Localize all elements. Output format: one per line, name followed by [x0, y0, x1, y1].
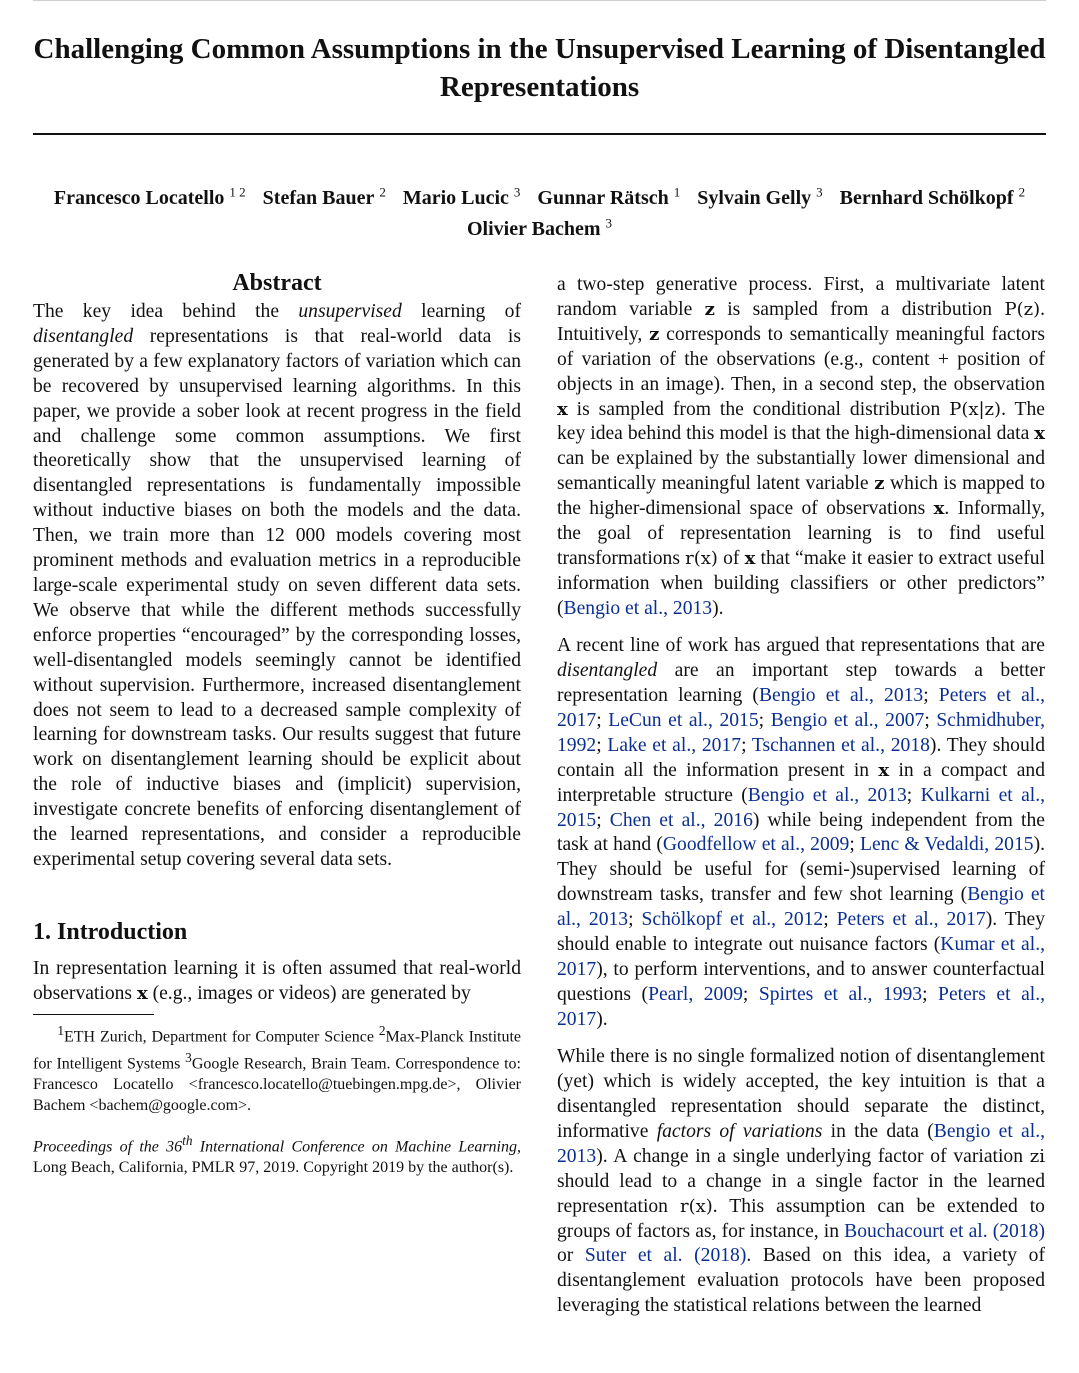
citation-link[interactable]: Goodfellow et al., 2009 — [662, 834, 850, 856]
citation-link[interactable]: Pearl, 2009 — [648, 983, 743, 1005]
text: (e.g., images or videos) are generated by — [147, 982, 471, 1004]
citation-link[interactable]: Spirtes et al., 1993 — [758, 983, 923, 1005]
affiliation-mark: 2 — [379, 184, 386, 199]
citation-link[interactable]: Bengio et al., 2007 — [770, 709, 925, 731]
author — [467, 215, 612, 241]
math-expression: P(z) — [1004, 298, 1041, 320]
author-name: Bernhard Schölkopf — [839, 186, 1014, 209]
math-symbol: x — [557, 398, 568, 420]
top-rule — [33, 0, 1046, 1]
citation-link[interactable]: Peters et al., 2017 — [557, 685, 1046, 731]
author — [53, 184, 246, 209]
author-name: Olivier Bachem — [467, 218, 601, 241]
title-rule — [33, 133, 1046, 135]
author-name: Mario Lucic — [402, 186, 509, 209]
author — [537, 184, 681, 209]
math-symbol: z — [649, 323, 660, 345]
author — [839, 184, 1026, 209]
emphasis: disentangled — [33, 325, 134, 347]
emphasis: factors of variations — [656, 1120, 823, 1142]
citation-link[interactable]: Chen et al., 2016 — [609, 809, 753, 831]
citation-link[interactable]: Bouchacourt et al. (2018) — [844, 1220, 1045, 1242]
text: , Long Beach, California, PMLR 97, 2019. Copyright 2019 by the author(s). — [33, 1137, 521, 1176]
citation-link[interactable]: Bengio et al., 2013 — [557, 884, 1045, 931]
citation-link[interactable]: Lenc & Vedaldi, 2015 — [860, 834, 1034, 856]
right-column — [557, 273, 1045, 1319]
math-expression: r(x) — [685, 547, 718, 569]
author — [697, 184, 823, 209]
citation-link[interactable]: Bengio et al., 2013 — [758, 685, 924, 706]
citation-link[interactable]: Kumar et al., 2017 — [557, 934, 1045, 980]
math-symbol: z — [874, 473, 885, 495]
emphasis: unsupervised — [298, 301, 402, 322]
left-column — [33, 268, 521, 1178]
citation-link[interactable]: Schölkopf et al., 2012 — [641, 909, 824, 931]
citation-link[interactable]: Kulkarni et al., 2015 — [557, 784, 1046, 831]
paragraph-disentanglement-intuition: While there is no single formalized notion of disentanglement (yet) which is widely accepted, the key intuition is that a disentangled representation should separate the distinct, informative factors of variations in the data (Bengio et al., 2013). A change in a single underlying factor of variation zi should lead to a change in a single factor in the learned representation r(x). This assumption can be extended to groups of factors as, for instance, in Bouchacourt et al. (2018) or Suter et al. (2018). Based on this idea, a variety of disentanglement evaluation protocols have been proposed leveraging the statistical relations between the learned — [557, 1046, 1045, 1317]
affiliation-mark: 2 — [1018, 184, 1026, 199]
citation-link[interactable]: Suter et al. (2018) — [584, 1245, 747, 1267]
math-expression: P(x|z) — [949, 398, 1002, 420]
citation-link[interactable]: Tschannen et al., 2018 — [751, 734, 930, 756]
proceedings-note — [33, 1131, 521, 1179]
author-name: Stefan Bauer — [262, 186, 375, 209]
footnote-mark: 1 — [57, 1022, 64, 1038]
text: The key idea behind the — [33, 301, 299, 322]
math-symbol: z — [704, 298, 715, 320]
text: th — [182, 1132, 193, 1148]
author-name: Sylvain Gelly — [697, 186, 812, 209]
math-symbol: x — [933, 498, 945, 520]
text: learning of — [401, 301, 521, 322]
math-symbol: x — [1034, 423, 1045, 445]
abstract-text — [33, 300, 521, 873]
citation-link[interactable]: Peters et al., 2017 — [557, 983, 1046, 1030]
abstract-heading: Abstract — [232, 270, 322, 296]
text: Max-Planck Institute for Intelligent Systems — [33, 1027, 522, 1073]
paragraph-generative-process: a two-step generative process. First, a multivariate latent random variable z is sampled from a distribution P(z). Intuitively, z corresponds to semantically meaningful factors of variation of the observations (e.g., content + position of objects in an image). Then, in a second step, the observation x is sampled from the conditional distribution P(x|z). The key idea behind this model is that the high-dimensional data x can be explained by the substantially lower dimensional and semantically meaningful latent variable z which is mapped to the higher-dimensional space of observations x. Informally, the goal of representation learning is to find useful transformations r(x) of x that “make it easier to extract useful information when building classifiers or other predictors” (Bengio et al., 2013). — [557, 274, 1046, 619]
text: representations is that real-world data is generated by a few explanatory factors of variation which can be recovered by unsupervised learning algorithms. In this paper, we provide a sober look at recent progress in the field and challenge some common assumptions. We first theoretically show that the unsupervised learning of disentangled representations is fundamentally impossible without inductive biases on both the models and the data. Then, we train more than 12 000 models covering most prominent methods and evaluation metrics in a reproducible large-scale experimental study on seven different data sets. We observe that while the different methods successfully enforce properties “encouraged” by the corresponding losses, well-disentangled models seemingly cannot be identified without supervision. Furthermore, increased disentanglement does not seem to lead to a decreased sample complexity of learning for downstream tasks. Our results suggest that future work on disentanglement learning should be explicit about the role of inductive biases and (implicit) supervision, investigate concrete benefits of enforcing disentanglement of the learned representations, and consider a reproducible experimental setup covering several data sets. — [33, 325, 521, 870]
citation-link[interactable]: Bengio et al., 2013 — [747, 784, 907, 806]
citation-link[interactable]: Schmidhuber, 1992 — [557, 709, 1046, 756]
footnote-mark: 2 — [378, 1022, 386, 1038]
paragraph-motivation: A recent line of work has argued that representations that are disentangled are an important step towards a better representation learning (Bengio et al., 2013; Peters et al., 2017; LeCun et al., 2015; Bengio et al., 2007; Schmidhuber, 1992; Lake et al., 2017; Tschannen et al., 2018). They should contain all the information present in x in a compact and interpretable structure (Bengio et al., 2013; Kulkarni et al., 2015; Chen et al., 2016) while being independent from the task at hand (Goodfellow et al., 2009; Lenc & Vedaldi, 2015). They should be useful for (semi-)supervised learning of downstream tasks, transfer and few shot learning (Bengio et al., 2013; Schölkopf et al., 2012; Peters et al., 2017). They should enable to integrate out nuisance factors (Kumar et al., 2017), to perform interventions, and to answer counterfactual questions (Pearl, 2009; Spirtes et al., 1993; Peters et al., 2017). — [557, 635, 1046, 1030]
emphasis: disentangled — [557, 660, 658, 682]
math-expression: r(x) — [679, 1195, 713, 1217]
affiliation-mark: 1 2 — [229, 184, 246, 199]
math-symbol: x — [136, 982, 148, 1004]
citation-link[interactable]: Bengio et al., 2013 — [557, 1120, 1045, 1167]
citation-link[interactable]: Bengio et al., 2013 — [563, 597, 713, 619]
footnote-rule — [33, 1014, 154, 1015]
text: International Conference on Machine Learning — [192, 1137, 517, 1155]
affiliation-mark: 3 — [513, 184, 521, 199]
text: In representation learning it is often assumed that real-world observations — [33, 957, 521, 1004]
footnote-mark: 3 — [185, 1049, 192, 1065]
introduction-text — [33, 957, 521, 1007]
citation-link[interactable]: LeCun et al., 2015 — [608, 709, 759, 731]
citation-link[interactable]: Peters et al., 2017 — [836, 909, 986, 931]
author-name: Gunnar Rätsch — [537, 186, 669, 209]
math-symbol: x — [878, 759, 890, 781]
affiliation-mark: 3 — [816, 184, 823, 199]
text: Google Research, Brain Team. Correspondence to: Francesco Locatello <francesco.locatello@tuebingen.mpg.de>, Olivier Bachem <bachem@google.com>. — [33, 1055, 521, 1114]
text: Proceedings of the — [33, 1137, 167, 1155]
affiliation-footnote — [33, 1021, 521, 1117]
author-name: Francesco Locatello — [53, 186, 225, 209]
math-symbol: x — [744, 547, 756, 569]
paper-title: Challenging Common Assumptions in the Unsupervised Learning of Disentangled Representations — [33, 33, 1046, 103]
author — [262, 184, 386, 209]
author — [402, 184, 521, 209]
author-list — [33, 179, 1046, 242]
affiliation-mark: 1 — [673, 184, 681, 199]
citation-link[interactable]: Lake et al., 2017 — [607, 734, 742, 756]
text: 36 — [166, 1137, 183, 1155]
text: ETH Zurich, Department for Computer Science — [63, 1027, 379, 1045]
math-expression: zi — [1029, 1145, 1045, 1167]
affiliation-mark: 3 — [605, 215, 612, 231]
section-heading-introduction: 1. Introduction — [33, 918, 188, 945]
